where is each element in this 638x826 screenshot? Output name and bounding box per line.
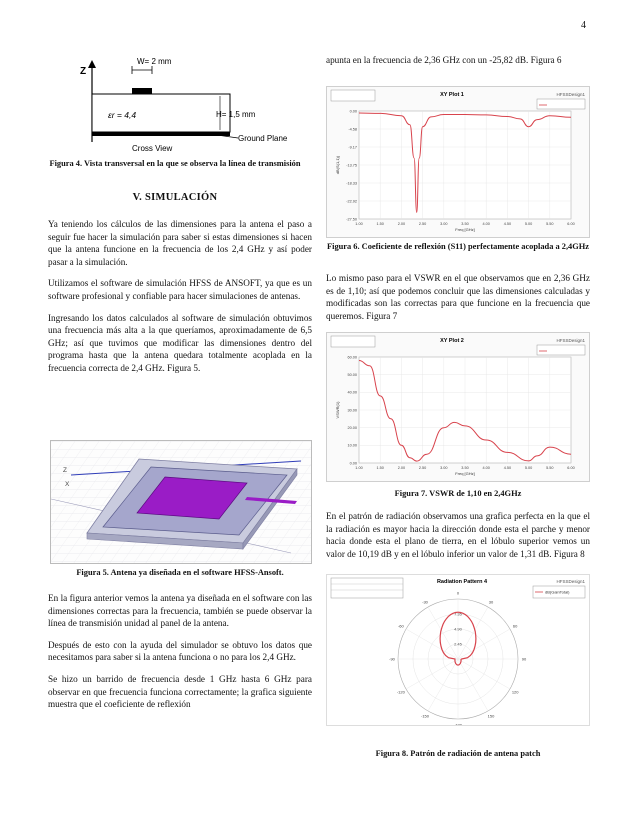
paragraph: En la figura anterior vemos la antena ya diseñada en el software con las dimensiones correctas para la frecuencia, también se puede observar la línea de transmisión unidad al panel de la antena. — [48, 593, 312, 629]
angle-label: 60 — [512, 623, 518, 629]
x-tick-label: 2.00 — [397, 466, 406, 470]
plot1-title: XY Plot 1 — [440, 92, 464, 98]
y-tick-label: 60.00 — [347, 355, 357, 360]
x-tick-label: 6.00 — [567, 466, 575, 470]
permittivity-label: εr = 4,4 — [108, 110, 137, 120]
width-label: W= 2 mm — [137, 57, 172, 66]
fig7-caption: Figura 7. VSWR de 1,10 en 2,4GHz — [394, 489, 522, 498]
radial-tick-label: 7.35 — [454, 611, 462, 617]
paragraph: Después de esto con la ayuda del simulador se obtuvo los datos que necesitamos para saber si la antena funciona o no para los 2,4 GHz. — [48, 639, 312, 663]
x-tick-label: 5.00 — [524, 222, 533, 226]
right-text-block-2: Lo mismo paso para el VSWR en el que observamos que en 2,36 GHz es de 1,10; así que podemos concluir que las dimensiones calculadas y modificadas son las correctas para que funcione en la frecuencia que queremos. Figura 7 — [326, 273, 590, 321]
plot1-legend — [537, 99, 585, 109]
s11-plot-svg — [327, 87, 589, 237]
right-text-block-3: En el patrón de radiación observamos una grafica perfecta en la que el la radiación es mayor hacia la dirección donde esta el parche y menor hacia donde esta el plano de tierra, en el lóbulo superior vemos un valor de 10,19 dB y en el lóbulo inferior un valor de 1,31 dB. Figura 8 — [326, 511, 590, 559]
marker-table — [331, 90, 375, 101]
fig4-caption: Figura 4. Vista transversal en la que se observa la línea de transmisión — [49, 159, 301, 168]
y-tick-label: -18.33 — [346, 181, 357, 186]
x-tick-label: 3.00 — [440, 466, 448, 470]
angle-label: -30 — [422, 599, 428, 605]
left-text-block-1 — [48, 218, 312, 384]
radiation-pattern-svg — [327, 575, 589, 725]
angle-label: 150 — [487, 713, 495, 719]
x-tick-label: 1.00 — [355, 466, 363, 470]
x-tick-label: 3.50 — [461, 466, 469, 470]
angle-label: -120 — [396, 689, 405, 695]
z-axis-label: Z — [80, 66, 87, 77]
plot2-title: XY Plot 2 — [440, 338, 464, 344]
ground-plane — [92, 132, 230, 136]
left-text-block-2 — [48, 592, 312, 720]
page-number: 4 — [581, 20, 586, 31]
y-tick-label: -9.17 — [348, 145, 357, 150]
z-axis-arrow — [88, 60, 96, 68]
y-axis-label: dB(S(1,1)) — [335, 155, 340, 175]
angle-label: -90 — [389, 656, 395, 662]
plot3-legend-label: dB(GainTotal) — [545, 589, 570, 595]
cross-view-diagram — [70, 52, 310, 154]
x-axis-label: Freq [GHz] — [455, 227, 475, 232]
cross-view-label: Cross View — [132, 144, 173, 153]
angle-label: 30 — [488, 599, 494, 605]
x-tick-label: 2.00 — [397, 222, 406, 226]
x-tick-label: 4.00 — [482, 222, 490, 226]
vswr-plot — [326, 332, 590, 482]
angle-label: 120 — [511, 689, 519, 695]
x-tick-label: 4.00 — [482, 466, 490, 470]
y-tick-label: 10.00 — [347, 443, 357, 448]
y-tick-label: 30.00 — [347, 408, 357, 413]
paragraph: Ya teniendo los cálculos de las dimensiones para la antena el paso a seguir fue hacer la simulación para saber si estas dimensiones si hacen que la antena funcione en la frecuencia de los 2,4 GHz y así poder pasar a la simulación. — [48, 219, 312, 267]
s11-plot — [326, 86, 590, 238]
plot2-legend — [537, 345, 585, 355]
right-text-block-1: apunta en la frecuencia de 2,36 GHz con un -25,82 dB. Figura 6 — [326, 55, 562, 65]
height-label: H= 1,5 mm — [216, 110, 256, 119]
y-tick-label: -4.58 — [348, 127, 357, 132]
x-tick-label: 3.00 — [440, 222, 448, 226]
y-tick-label: -22.92 — [346, 199, 357, 204]
radial-tick-label: 2.45 — [454, 641, 462, 647]
paragraph: Se hizo un barrido de frecuencia desde 1 GHz hasta 6 GHz para observar en que frecuencia funciona correctamente; la grafica siguiente muestra que el coeficiente de reflexión — [48, 673, 312, 710]
x-tick-label: 5.50 — [546, 466, 554, 470]
x-axis-label: Freq [GHz] — [455, 471, 475, 476]
fig8-caption: Figura 8. Patrón de radiación de antena patch — [375, 749, 541, 758]
angle-label: -60 — [397, 623, 404, 629]
x-tick-label: 5.00 — [524, 466, 533, 470]
x-tick-label: 1.50 — [376, 222, 384, 226]
ground-plane-label: Ground Plane — [238, 134, 288, 143]
y-tick-label: 50.00 — [347, 372, 357, 377]
axis-z-label: Z — [63, 467, 67, 474]
fig5-caption: Figura 5. Antena ya diseñada en el software HFSS-Ansoft. — [76, 568, 284, 577]
y-axis-label: VSWR(1) — [335, 401, 340, 419]
angle-label: 0 — [456, 590, 460, 596]
marker-table — [331, 578, 403, 598]
marker-table — [331, 336, 375, 347]
x-tick-label: 5.50 — [546, 222, 554, 226]
x-tick-label: 2.50 — [418, 466, 427, 470]
axis-x-label: X — [65, 481, 70, 488]
plot2-design: HFSSDesign1 — [556, 338, 585, 343]
y-tick-label: -13.75 — [346, 163, 357, 168]
hfss-model-render — [51, 441, 311, 563]
x-tick-label: 3.50 — [461, 222, 469, 226]
fig6-caption: Figura 6. Coeficiente de reflexión (S11) perfectamente acoplada a 2,4GHz — [327, 242, 589, 251]
hfss-model-figure — [50, 440, 312, 564]
y-tick-label: 0.00 — [349, 109, 357, 114]
vswr-plot-svg — [327, 333, 589, 481]
x-tick-label: 6.00 — [567, 222, 575, 226]
x-tick-label: 2.50 — [418, 222, 427, 226]
angle-label: -150 — [420, 713, 430, 719]
x-tick-label: 1.00 — [355, 222, 363, 226]
angle-label: 90 — [521, 656, 527, 662]
radiation-pattern-plot — [326, 574, 590, 726]
x-tick-label: 4.50 — [503, 222, 512, 226]
radial-tick-label: 4.90 — [454, 626, 462, 632]
paragraph: Utilizamos el software de simulación HFSS de ANSOFT, ya que es un software profesional y confiable para hacer simulaciones de antenas. — [48, 278, 312, 301]
angle-label: -180 — [453, 722, 463, 725]
y-tick-label: 20.00 — [347, 425, 357, 430]
section-heading: V. SIMULACIÓN — [132, 192, 218, 203]
plot3-title: Radiation Pattern 4 — [436, 579, 488, 585]
plot1-design: HFSSDesign1 — [556, 92, 585, 97]
y-tick-label: -27.50 — [346, 217, 357, 222]
microstrip-line — [132, 88, 152, 94]
y-tick-label: 40.00 — [347, 390, 357, 395]
plot3-design: HFSSDesign1 — [556, 579, 585, 584]
x-tick-label: 1.50 — [376, 466, 384, 470]
y-tick-label: 0.00 — [349, 461, 357, 466]
paragraph: Ingresando los datos calculados al software de simulación obtuvimos una frecuencia más alta a la que queríamos, aproximadamente de 6,5 GHz; así que tuvimos que modificar las dimensiones dentro del programa hasta que la antena quedara totalmente acoplada en la frecuencia correcta de 2,4 GHz. Figura 5. — [48, 312, 312, 373]
x-tick-label: 4.50 — [503, 466, 512, 470]
